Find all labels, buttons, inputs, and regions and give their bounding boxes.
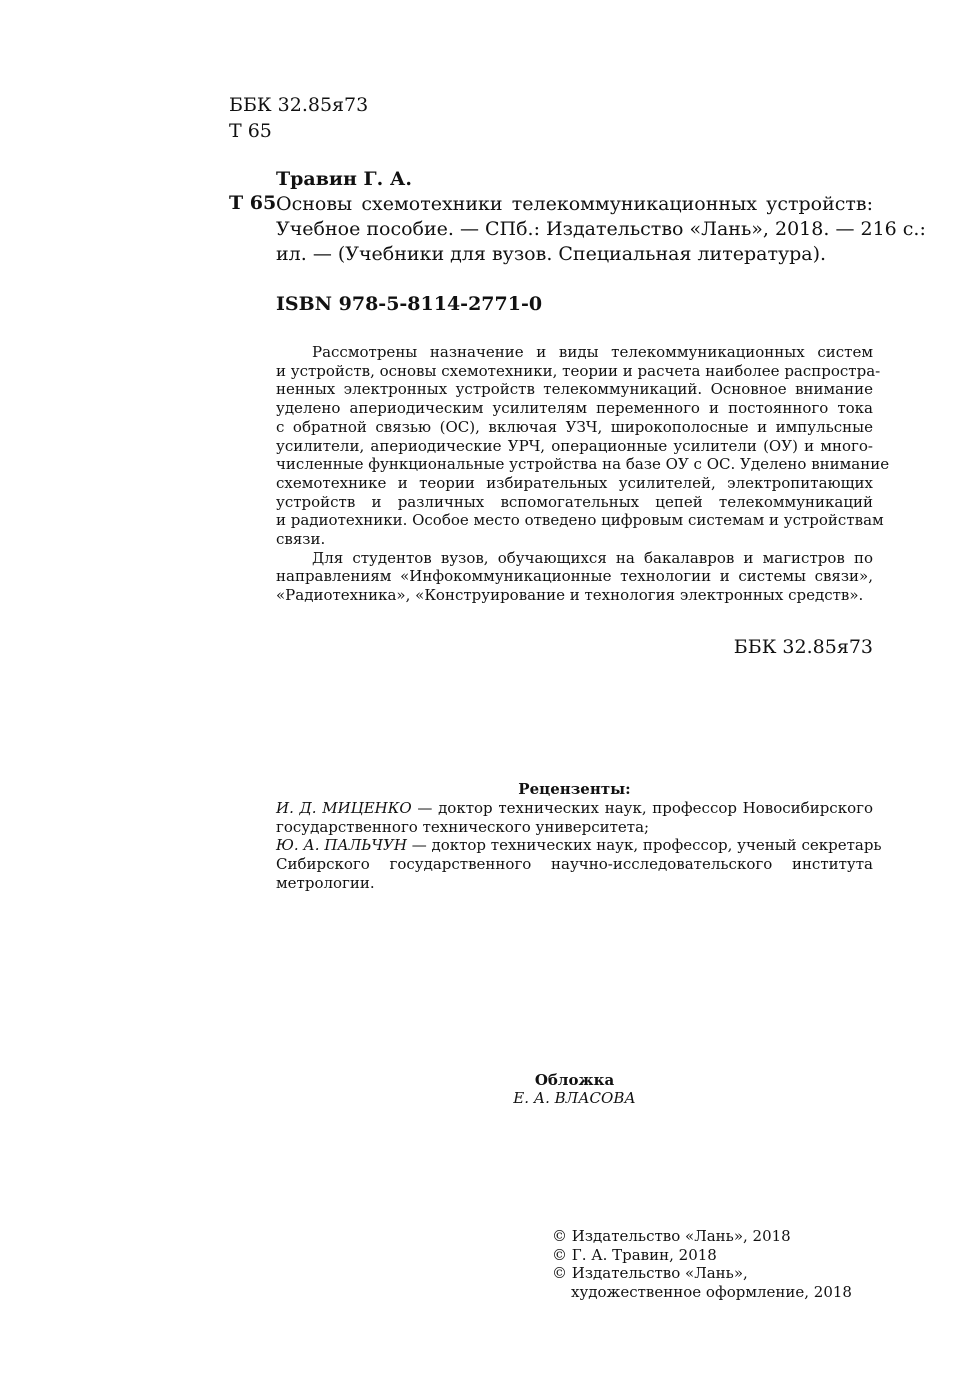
abstract-line: связи. (276, 530, 326, 549)
copyright-line: © Издательство «Лань», 2018 (552, 1227, 791, 1245)
abstract-line: ненных электронных устройств телекоммуникаций. Основное внимание (276, 380, 873, 399)
reviewers-heading: Рецензенты: (518, 780, 631, 798)
author-name: Травин Г. А. (276, 168, 412, 190)
biblio-line: ил. — (Учебники для вузов. Специальная литература). (276, 243, 827, 265)
reviewer-name: И. Д. МИЦЕНКО (276, 799, 412, 817)
reviewer-line: метрологии. (276, 873, 375, 892)
reviewers-list (276, 799, 882, 893)
author-mark: Т 65 (229, 120, 272, 142)
bbk-code: ББК 32.85я73 (229, 94, 369, 116)
abstract-line: «Радиотехника», «Конструирование и технология электронных средств». (276, 586, 864, 605)
abstract-line: уделено апериодическим усилителям переменного и постоянного тока (276, 399, 873, 418)
cover-designer: Е. А. ВЛАСОВА (513, 1089, 636, 1107)
reviewer-line: государственного технического университета; (276, 817, 650, 836)
abstract-line: и радиотехники. Особое место отведено цифровым системам и устройствам (276, 511, 884, 530)
isbn: ISBN 978-5-8114-2771-0 (276, 293, 543, 315)
reviewer-line: Ю. А. ПАЛЬЧУН — доктор технических наук, профессор, ученый секретарь (276, 836, 882, 855)
abstract-line: схемотехнике и теории избирательных усилителей, электропитающих (276, 473, 873, 492)
copyright-line: © Г. А. Травин, 2018 (552, 1245, 717, 1264)
abstract-line: и устройств, основы схемотехники, теории и расчета наиболее распростра- (276, 361, 881, 380)
abstract-line: с обратной связью (ОС), включая УЗЧ, широкополосные и импульсные (276, 417, 873, 436)
bbk-code-right: ББК 32.85я73 (733, 636, 873, 658)
abstract-line: Для студентов вузов, обучающихся на бакалавров и магистров по (312, 548, 873, 567)
cover-heading: Обложка (534, 1071, 615, 1089)
abstract-line: направлениям «Инфокоммуникационные технологии и системы связи», (276, 567, 873, 586)
copyright-line: художественное оформление, 2018 (571, 1282, 852, 1301)
reviewer-line: И. Д. МИЦЕНКО — доктор технических наук, профессор Новосибирского (276, 799, 873, 817)
reviewer-name: Ю. А. ПАЛЬЧУН (276, 836, 407, 855)
abstract-line: устройств и различных вспомогательных цепей телекоммуникаций (276, 492, 873, 511)
biblio-line: Учебное пособие. — СПб.: Издательство «Лань», 2018. — 216 с.: (276, 218, 926, 240)
classification-block (229, 92, 368, 144)
bibliographic-description (276, 192, 926, 267)
reviewer-line: Сибирского государственного научно-исследовательского института (276, 855, 873, 874)
abstract-line: численные функциональные устройства на базе ОУ с ОС. Уделено внимание (276, 455, 890, 474)
biblio-line: Основы схемотехники телекоммуникационных устройств: (276, 193, 873, 215)
copyright-block (552, 1227, 852, 1301)
author-mark-left: Т 65 (229, 192, 277, 214)
abstract-line: Рассмотрены назначение и виды телекоммуникационных систем (312, 343, 873, 361)
abstract (276, 343, 890, 605)
copyright-line: © Издательство «Лань», (552, 1264, 748, 1282)
abstract-line: усилители, апериодические УРЧ, операционные усилители (ОУ) и много- (276, 436, 873, 455)
